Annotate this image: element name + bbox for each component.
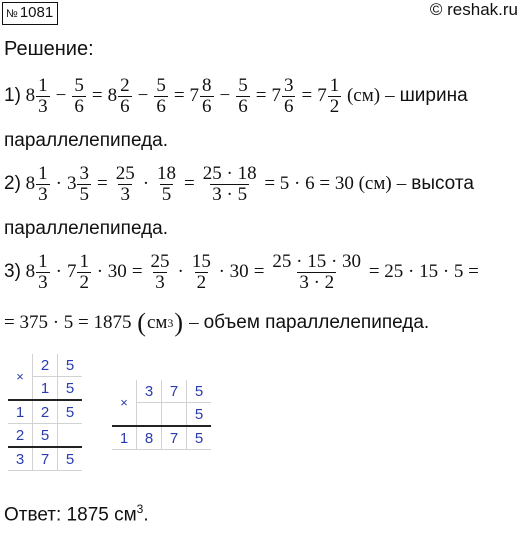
watermark: © reshak.ru: [429, 0, 518, 19]
fraction: $\frac{5}{6}$: [74, 75, 84, 117]
solution-heading: Решение:: [4, 38, 94, 60]
column-multiplication-375x5: × 3 7 5 5 1 8 7 5: [112, 380, 211, 450]
answer: Ответ: 1875 $см^3$.: [4, 502, 149, 526]
step-1-equation: 1) 8 $\frac{1}{3}$ − $\frac{5}{6}$ = 8 $\frac{2}{6}$ − $\frac{5}{6}$ = 7 $\frac{8}{6}$ − $\frac{5}{6}$ = 7 $\frac{3}{6}$ = 7 $\frac{1}{2}$ (см) – ширина: [4, 75, 468, 117]
step-index: 1): [4, 85, 21, 107]
multiply-sign: ×: [8, 354, 33, 400]
column-multiplication-25x15: × 2 5 1 5 1 2 5 2 5 3 7 5: [8, 354, 82, 471]
task-number-badge: [2, 2, 58, 25]
step-3-equation: 3) 8 $\frac{1}{3}$ · 7 $\frac{1}{2}$ · 30 = $\frac{25}{3}$ · $\frac{15}{2}$ · 30 = $\frac{25 \cdot 15 \cdot 30}{3 \cdot 2}$ = 25 · 15 · 5 =: [4, 251, 479, 293]
step-2-equation: 2) 8 $\frac{1}{3}$ · 3 $\frac{3}{5}$ = $\frac{25}{3}$ · $\frac{18}{5}$ = $\frac{25 \cdot 18}{3 \cdot 5}$ = 5 · 6 = 30 (см) – высота: [4, 163, 474, 205]
step-2-description: параллелепипеда.: [4, 218, 169, 239]
task-number: 1081: [19, 4, 54, 21]
multiply-sign: ×: [112, 380, 137, 426]
step-1-description: параллелепипеда.: [4, 130, 169, 151]
mixed-number: 8 $\frac{1}{3}$: [25, 75, 48, 117]
number-sign: №: [6, 8, 18, 20]
step-3-result: = 375 · 5 = 1875 ( см 3 ) – объем параллелепипеда.: [4, 308, 430, 337]
